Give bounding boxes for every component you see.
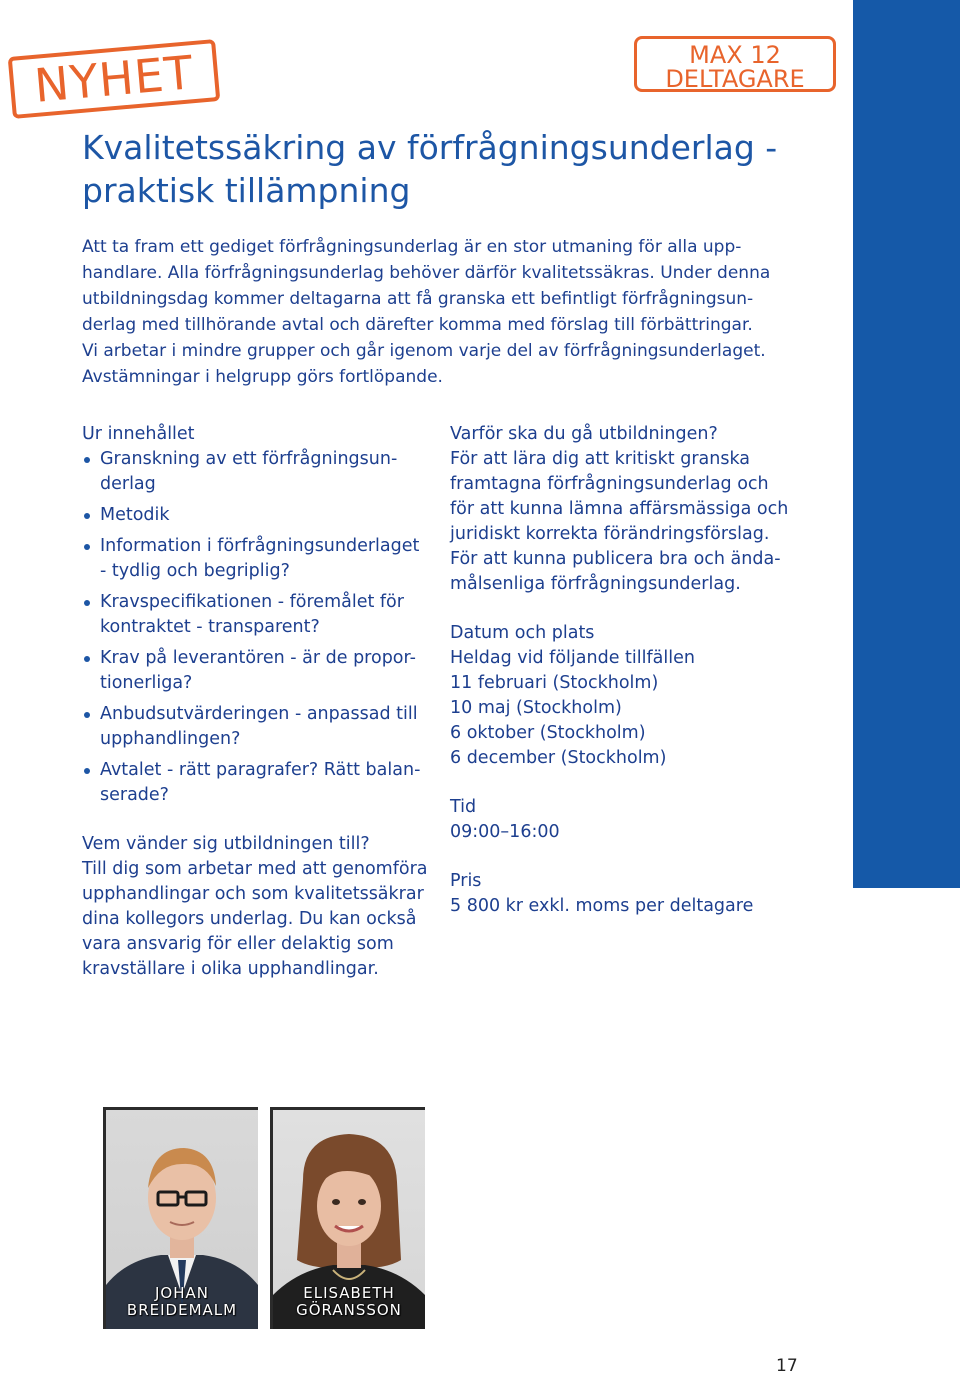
price-section	[450, 869, 800, 919]
intro-line: utbildningsdag kommer deltagarna att få granska ett befintligt förfrågningsun-	[82, 289, 754, 309]
audience-line: dina kollegors underlag. Du kan också	[82, 909, 417, 929]
dates-section	[450, 621, 800, 771]
teacher-photo-johan	[103, 1107, 258, 1329]
intro-line: derlag med tillhörande avtal och därefter komma med förslag till förbättringar.	[82, 315, 753, 335]
time-value: 09:00–16:00	[450, 822, 560, 842]
intro-line: handlare. Alla förfrågningsunderlag behöver därför kvalitetssäkras. Under denna	[82, 263, 771, 283]
list-item: Krav på leverantören - är de propor- tionerliga?	[82, 646, 432, 696]
audience-section	[82, 832, 432, 982]
teacher-photos	[103, 1107, 443, 1329]
page-title	[82, 126, 782, 212]
max-stamp-line1: MAX 12	[689, 41, 781, 69]
why-section	[450, 422, 800, 597]
why-line: juridiskt korrekta förändringsförslag.	[450, 524, 770, 544]
dates-line: 6 december (Stockholm)	[450, 748, 667, 768]
price-heading: Pris	[450, 871, 482, 891]
why-line: framtagna förfrågningsunderlag och	[450, 474, 769, 494]
dates-line: 11 februari (Stockholm)	[450, 673, 659, 693]
audience-line: kravställare i olika upphandlingar.	[82, 959, 379, 979]
dates-heading: Datum och plats	[450, 623, 595, 643]
price-value: 5 800 kr exkl. moms per deltagare	[450, 896, 754, 916]
why-line: För att kunna publicera bra och ända-	[450, 549, 781, 569]
content-list	[82, 447, 432, 808]
dates-line: 10 maj (Stockholm)	[450, 698, 622, 718]
list-item: Metodik	[82, 503, 432, 528]
nyhet-stamp: NYHET	[8, 39, 221, 119]
dates-line: Heldag vid följande tillfällen	[450, 648, 695, 668]
teacher-name-elisabeth: ELISABETH GÖRANSSON	[296, 1284, 402, 1319]
title-line1: Kvalitetssäkring av förfrågningsunderlag -	[82, 128, 778, 167]
why-line: för att kunna lämna affärsmässiga och	[450, 499, 789, 519]
time-section	[450, 795, 800, 845]
list-item: Anbudsutvärderingen - anpassad till upphandlingen?	[82, 702, 432, 752]
teacher-name-johan: JOHAN BREIDEMALM	[126, 1284, 238, 1319]
title-line2: praktisk tillämpning	[82, 171, 411, 210]
intro-line: Avstämningar i helgrupp görs fortlöpande.	[82, 367, 443, 387]
intro-line: Att ta fram ett gediget förfrågningsunderlag är en stor utmaning för alla upp-	[82, 237, 742, 257]
audience-line: Till dig som arbetar med att genomföra	[82, 859, 428, 879]
teacher-photo-elisabeth	[270, 1107, 425, 1329]
time-heading: Tid	[450, 797, 477, 817]
decorative-blue-bar	[853, 0, 960, 888]
why-heading: Varför ska du gå utbildningen?	[450, 424, 718, 444]
audience-line: vara ansvarig för eller delaktig som	[82, 934, 394, 954]
list-item: Kravspecifikationen - föremålet för kontraktet - transparent?	[82, 590, 432, 640]
dates-line: 6 oktober (Stockholm)	[450, 723, 646, 743]
page-number: 17	[776, 1356, 798, 1376]
intro-paragraph	[82, 234, 802, 390]
audience-heading: Vem vänder sig utbildningen till?	[82, 834, 370, 854]
why-line: För att lära dig att kritiskt granska	[450, 449, 751, 469]
list-item: Information i förfrågningsunderlaget - tydlig och begriplig?	[82, 534, 432, 584]
max-participants-stamp	[634, 36, 836, 92]
list-item: Avtalet - rätt paragrafer? Rätt balan- serade?	[82, 758, 432, 808]
right-column	[450, 422, 800, 943]
list-item: Granskning av ett förfrågningsun- derlag	[82, 447, 432, 497]
audience-line: upphandlingar och som kvalitetssäkrar	[82, 884, 424, 904]
intro-line: Vi arbetar i mindre grupper och går igenom varje del av förfrågningsunderlaget.	[82, 341, 766, 361]
content-heading: Ur innehållet	[82, 424, 195, 444]
left-column	[82, 422, 432, 1006]
why-line: målsenliga förfrågningsunderlag.	[450, 574, 741, 594]
max-stamp-line2: DELTAGARE	[665, 65, 805, 93]
